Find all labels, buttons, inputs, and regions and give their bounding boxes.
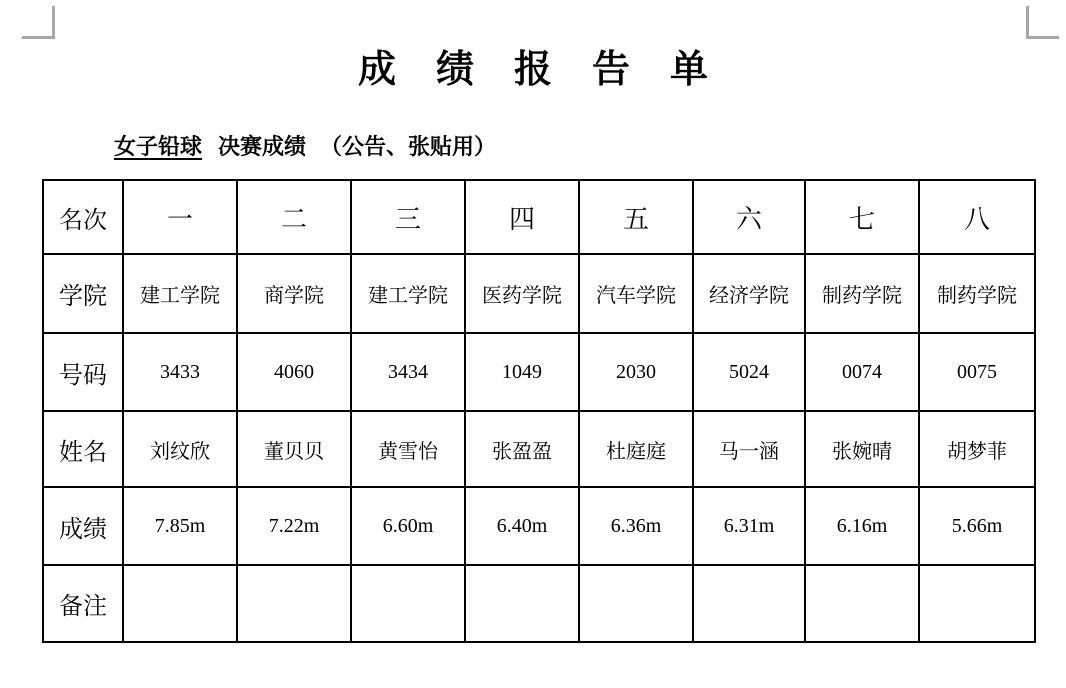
college-row — [43, 254, 1035, 333]
result-cell: 6.36m — [579, 487, 693, 565]
college-cell: 经济学院 — [693, 254, 805, 333]
number-cell: 4060 — [237, 333, 351, 411]
number-cell: 2030 — [579, 333, 693, 411]
result-row — [43, 487, 1035, 565]
number-cell: 5024 — [693, 333, 805, 411]
results-table — [42, 179, 1036, 643]
result-cell: 6.31m — [693, 487, 805, 565]
athlete-name-cell: 刘纹欣 — [123, 411, 237, 487]
row-label-number: 号码 — [43, 333, 123, 411]
remarks-cell — [123, 565, 237, 642]
athlete-name-cell: 张婉晴 — [805, 411, 919, 487]
number-cell: 0075 — [919, 333, 1035, 411]
number-cell: 1049 — [465, 333, 579, 411]
remarks-cell — [693, 565, 805, 642]
result-cell: 5.66m — [919, 487, 1035, 565]
athlete-name-cell: 董贝贝 — [237, 411, 351, 487]
rank-cell: 二 — [237, 180, 351, 254]
remarks-cell — [465, 565, 579, 642]
number-cell: 3433 — [123, 333, 237, 411]
rank-cell: 三 — [351, 180, 465, 254]
subtitle — [114, 132, 496, 164]
remarks-cell — [805, 565, 919, 642]
athlete-name-cell: 黄雪怡 — [351, 411, 465, 487]
row-label-rank: 名次 — [43, 180, 123, 254]
college-cell: 汽车学院 — [579, 254, 693, 333]
result-cell: 6.40m — [465, 487, 579, 565]
page-title: 成绩报告单 — [357, 47, 748, 91]
rank-cell: 七 — [805, 180, 919, 254]
result-cell: 6.60m — [351, 487, 465, 565]
number-cell: 0074 — [805, 333, 919, 411]
college-cell: 制药学院 — [805, 254, 919, 333]
result-cell: 7.22m — [237, 487, 351, 565]
corner-mark-top-left — [22, 6, 55, 39]
remarks-cell — [579, 565, 693, 642]
rank-cell: 六 — [693, 180, 805, 254]
row-label-college: 学院 — [43, 254, 123, 333]
event-name: 女子铅球 — [114, 135, 203, 160]
stage-label: 决赛成绩 — [218, 135, 307, 160]
row-label-remarks: 备注 — [43, 565, 123, 642]
remarks-cell — [237, 565, 351, 642]
rank-cell: 一 — [123, 180, 237, 254]
athlete-name-cell: 杜庭庭 — [579, 411, 693, 487]
remarks-cell — [351, 565, 465, 642]
result-cell: 6.16m — [805, 487, 919, 565]
college-cell: 建工学院 — [123, 254, 237, 333]
corner-mark-top-right — [1026, 6, 1059, 39]
number-row — [43, 333, 1035, 411]
remarks-cell — [919, 565, 1035, 642]
result-cell: 7.85m — [123, 487, 237, 565]
rank-cell: 四 — [465, 180, 579, 254]
college-cell: 商学院 — [237, 254, 351, 333]
athlete-name-cell: 张盈盈 — [465, 411, 579, 487]
college-cell: 医药学院 — [465, 254, 579, 333]
college-cell: 制药学院 — [919, 254, 1035, 333]
rank-row — [43, 180, 1035, 254]
remarks-row — [43, 565, 1035, 642]
college-cell: 建工学院 — [351, 254, 465, 333]
name-row — [43, 411, 1035, 487]
number-cell: 3434 — [351, 333, 465, 411]
rank-cell: 八 — [919, 180, 1035, 254]
usage-note: （公告、张贴用） — [320, 135, 497, 160]
row-label-result: 成绩 — [43, 487, 123, 565]
athlete-name-cell: 马一涵 — [693, 411, 805, 487]
rank-cell: 五 — [579, 180, 693, 254]
athlete-name-cell: 胡梦菲 — [919, 411, 1035, 487]
row-label-name: 姓名 — [43, 411, 123, 487]
